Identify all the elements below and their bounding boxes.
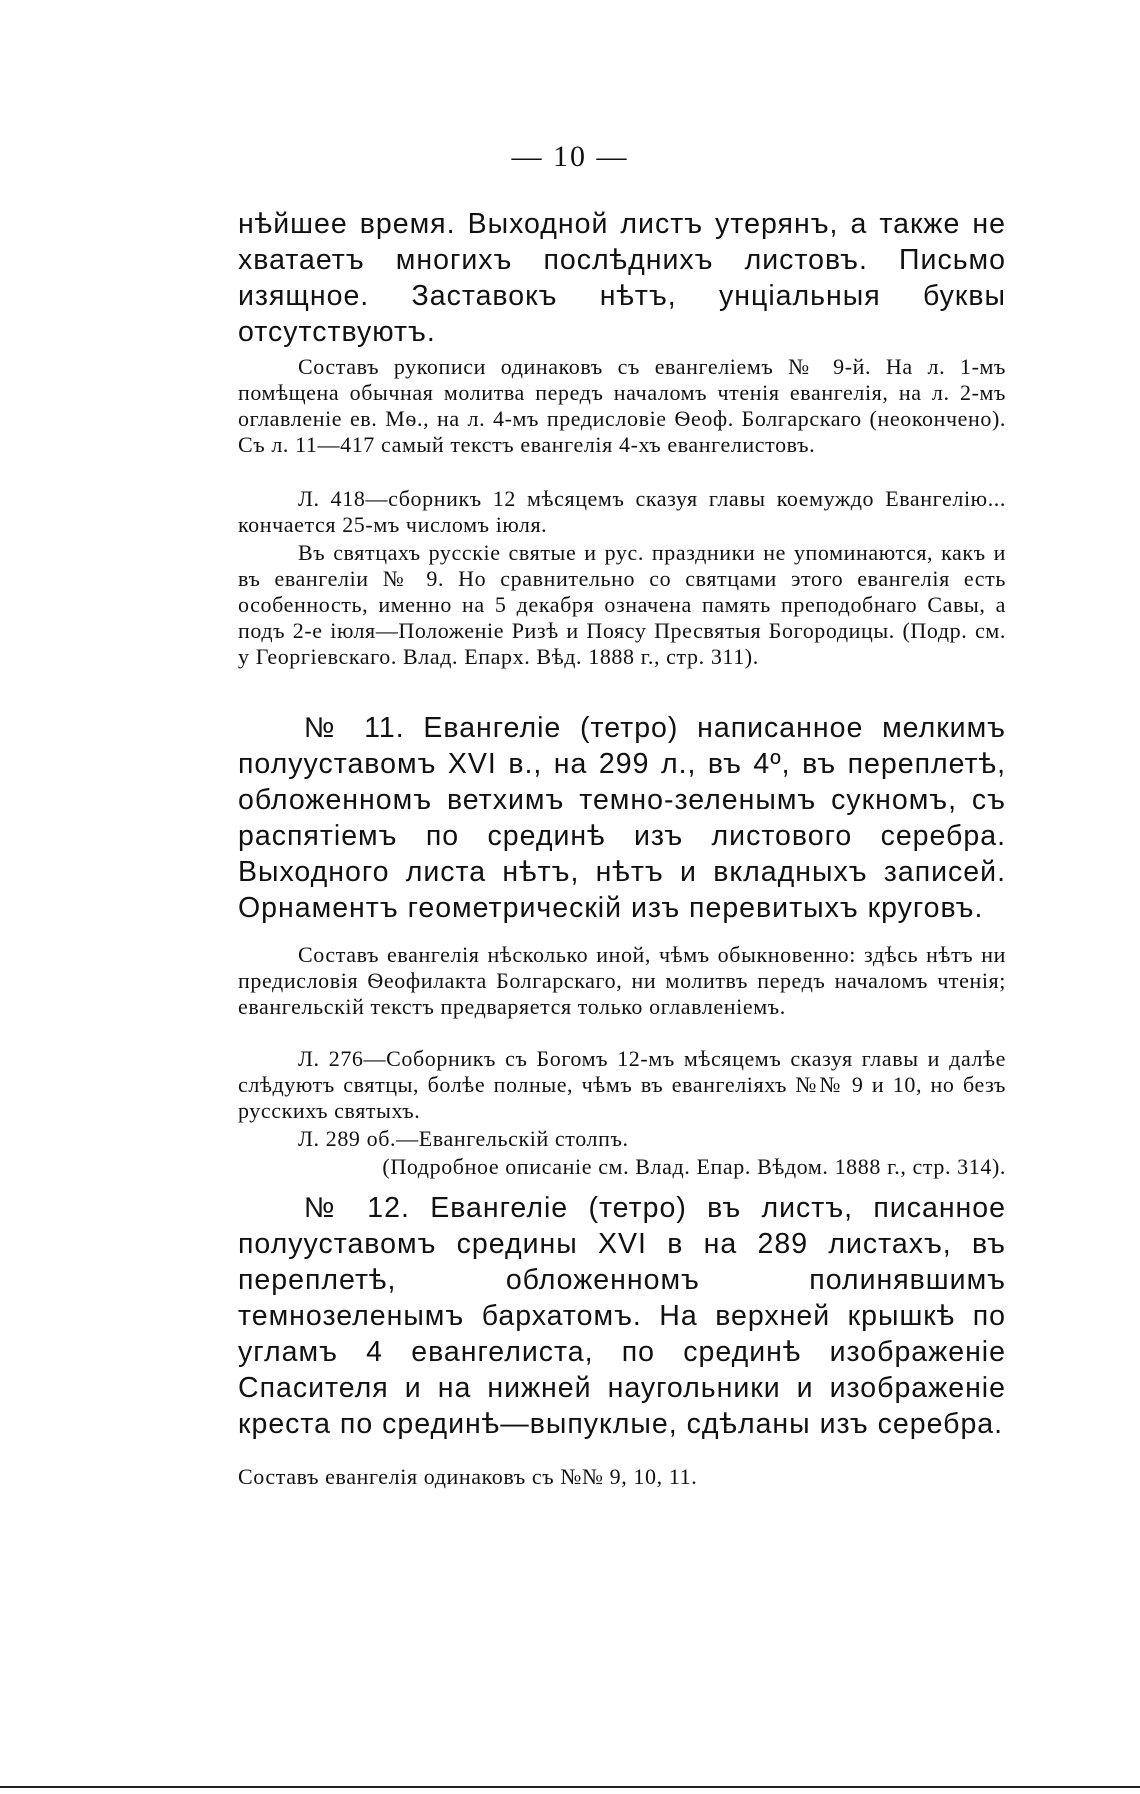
paragraph-sviattsy: Въ святцахъ русскіе святые и рус. праздники не упоминаются, какъ и въ евангеліи № 9. Но сравнительно со святцами этого евангелія есть особенность, именно на 5 декабря означена память преподобнаго Савы, а подъ 2-е іюля—Положеніе Ризѣ и Поясу Пресвятыя Богородицы. (Подр. см. у Георгіевскаго. Влад. Епарх. Вѣд. 1888 г., стр. 311). <box>238 540 1006 669</box>
paragraph-sobornik-276: Л. 276—Соборникъ съ Богомъ 12-мъ мѣсяцемъ сказуя главы и далѣе слѣдуютъ святцы, болѣе полные, чѣмъ въ евангеліяхъ №№ 9 и 10, но безъ русскихъ святыхъ. <box>238 1046 1006 1123</box>
paragraph-sbornik: Л. 418—сборникъ 12 мѣсяцемъ сказуя главы коемуждо Евангелію... кончается 25-мъ числомъ іюля. <box>238 486 1006 537</box>
paragraph-stolp-289: Л. 289 об.—Евангельскій столпъ. <box>298 1126 629 1151</box>
paragraph-gospel-12: № 12. Евангеліе (тетро) въ листъ, писанное полууставомъ средины XVI в на 289 листахъ, въ переплетѣ, обложенномъ полинявшимъ темнозеленымъ бархатомъ. На верхней крышкѣ по угламъ 4 евангелиста, по срединѣ изображеніе Спасителя и на нижней наугольники и изображеніе креста по срединѣ—выпуклые, сдѣланы изъ серебра. <box>238 1192 1006 1440</box>
paragraph-reference-314: (Подробное описаніе см. Влад. Епар. Вѣдом. 1888 г., стр. 314). <box>382 1154 1006 1179</box>
paragraph-manuscript-contents: Составъ рукописи одинаковъ съ евангеліемъ № 9-й. На л. 1-мъ помѣщена обычная молитва передъ началомъ чтенія евангелія, на л. 2-мъ оглавленіе ев. Мѳ., на л. 4-мъ предисловіе Ѳеоф. Болгарскаго (неокончено). Съ л. 11—417 самый текстъ евангелія 4-хъ евангелистовъ. <box>238 354 1006 457</box>
bottom-scan-edge <box>0 1786 1140 1788</box>
paragraph-lost-leaves: нѣйшее время. Выходной листъ утерянъ, а также не хватаетъ многихъ послѣднихъ листовъ. Письмо изящное. Заставокъ нѣтъ, унціальныя буквы отсутствуютъ. <box>238 208 1006 348</box>
paragraph-composition-11: Составъ евангелія нѣсколько иной, чѣмъ обыкновенно: здѣсь нѣтъ ни предисловія Ѳеофилакта Болгарскаго, ни молитвъ передъ началомъ чтенія; евангельскій текстъ предваряется только оглавленіемъ. <box>238 942 1006 1019</box>
paragraph-gospel-11: № 11. Евангеліе (тетро) написанное мелкимъ полууставомъ XVI в., на 299 л., въ 4º, въ переплетѣ, обложенномъ ветхимъ темно-зеленымъ сукномъ, съ распятіемъ по срединѣ изъ листового серебра. Выходного листа нѣтъ, нѣтъ и вкладныхъ записей. Орнаментъ геометрическій изъ перевитыхъ круговъ. <box>238 712 1006 924</box>
page-number: — 10 — <box>511 140 629 173</box>
paragraph-composition-12: Составъ евангелія одинаковъ съ №№ 9, 10, 11. <box>238 1464 698 1489</box>
